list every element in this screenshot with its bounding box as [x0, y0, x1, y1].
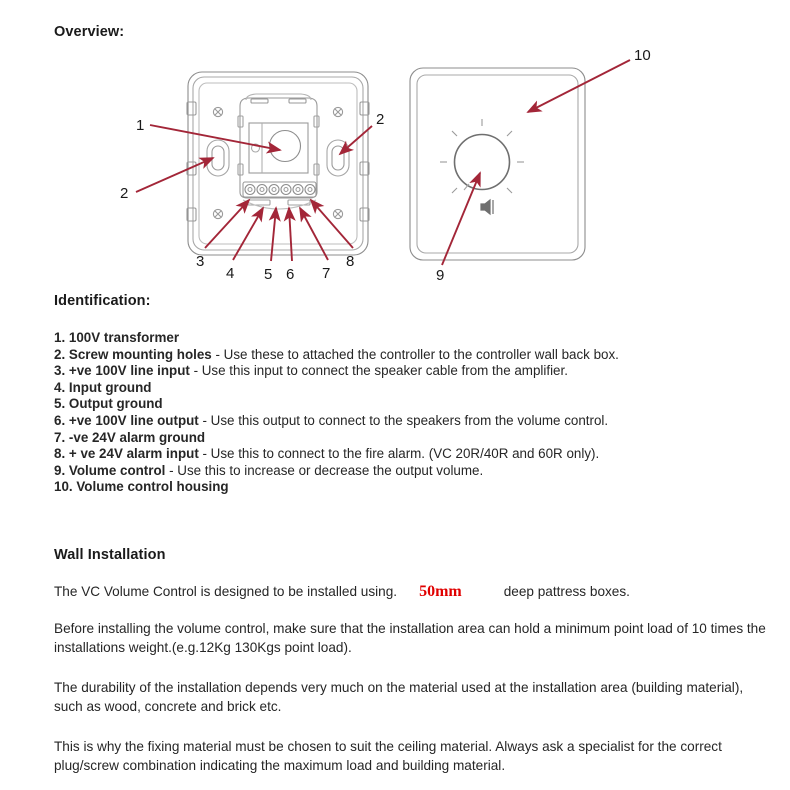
- leader-4: [233, 208, 263, 260]
- overview-diagram: [100, 40, 700, 280]
- identification-number: 8.: [54, 446, 66, 462]
- identification-term: +ve 100V line input: [68, 363, 190, 379]
- identification-desc: - Use this to connect to the fire alarm. (VC 20R/40R and 60R only).: [198, 446, 600, 462]
- diagram-svg: [100, 40, 700, 280]
- para-1-before: The VC Volume Control is designed to be installed using: [54, 584, 394, 599]
- screw-mounting-hole-right: [327, 140, 349, 176]
- housing-inner-edge: [417, 75, 578, 253]
- list-item: [54, 463, 774, 480]
- identification-desc: - Use this to increase or decrease the output volume.: [165, 462, 484, 478]
- leader-3: [205, 200, 249, 248]
- identification-term: Input ground: [68, 379, 152, 395]
- identification-term: Screw mounting holes: [68, 346, 212, 362]
- list-item: [54, 330, 774, 347]
- callout-label-2b: 2: [376, 111, 385, 128]
- wall-installation-paragraph-3: The durability of the installation depends very much on the material used at the installation area (building material), such as wood, concrete and brick etc.: [54, 680, 744, 714]
- identification-term: Volume control: [68, 462, 166, 478]
- leader-6: [289, 208, 292, 261]
- identification-term: Output ground: [68, 396, 163, 412]
- callout-label-8: 8: [346, 253, 355, 270]
- identification-desc: - Use this output to connect to the speakers from the volume control.: [198, 412, 609, 428]
- leader-2-right: [340, 126, 372, 154]
- callout-leaders: [136, 60, 630, 265]
- identification-term: -ve 24V alarm ground: [68, 429, 206, 445]
- identification-number: 2.: [54, 346, 66, 362]
- callout-label-6: 6: [286, 266, 295, 280]
- identification-number: 5.: [54, 396, 66, 412]
- wall-installation-paragraph-2: Before installing the volume control, make sure that the installation area can hold a minimum point load of 10 times the installations weight.(e.g.12Kg 130Kgs point load).: [54, 621, 766, 655]
- leader-5: [271, 208, 276, 261]
- identification-term: + ve 24V alarm input: [68, 446, 199, 462]
- list-item: [54, 347, 774, 364]
- identification-term: 100V transformer: [68, 330, 180, 345]
- terminal-block: [243, 182, 316, 209]
- identification-number: 6.: [54, 412, 66, 428]
- list-item: [54, 446, 774, 463]
- corner-fixing-screws: [213, 107, 342, 218]
- list-item: [54, 413, 774, 430]
- callout-label-2a: 2: [120, 185, 129, 202]
- overview-heading: Overview:: [54, 24, 125, 40]
- identification-number: 10.: [54, 479, 73, 495]
- transformer: [249, 123, 308, 173]
- list-item: [54, 430, 774, 447]
- para-1-separator: .: [393, 584, 398, 599]
- wall-installation-paragraph-4: This is why the fixing material must be chosen to suit the ceiling material. Always ask a specialist for the correct plug/screw combination indicating the maximum load and building material.: [54, 739, 722, 773]
- leader-9: [442, 173, 480, 265]
- identification-term: Volume control housing: [76, 479, 229, 495]
- identification-heading: Identification:: [54, 293, 151, 309]
- identification-desc: - Use this input to connect the speaker cable from the amplifier.: [189, 363, 568, 379]
- list-item: [54, 396, 774, 413]
- wall-installation-heading: Wall Installation: [54, 547, 166, 563]
- leader-2-left: [136, 158, 213, 192]
- identification-term: +ve 100V line output: [68, 412, 199, 428]
- identification-number: 7.: [54, 429, 66, 445]
- list-item: [54, 380, 774, 397]
- speaker-icon: [481, 200, 493, 214]
- pattress-depth-highlight: 50mm: [419, 583, 462, 600]
- callout-label-10: 10: [634, 47, 651, 64]
- identification-number: 1.: [54, 330, 66, 345]
- identification-number: 9.: [54, 462, 66, 478]
- para-1-after: deep pattress boxes.: [503, 584, 630, 599]
- identification-number: 4.: [54, 379, 66, 395]
- terminal-screws: [245, 185, 315, 195]
- callout-label-1: 1: [136, 117, 145, 134]
- callout-label-7: 7: [322, 265, 331, 280]
- callout-label-5: 5: [264, 266, 273, 280]
- knob-scale-ticks: [440, 119, 524, 193]
- identification-list: [54, 330, 774, 496]
- faceplate-inner-edge: [193, 77, 363, 250]
- faceplate-recess-edge: [199, 83, 357, 244]
- faceplate-outer-edge: [188, 72, 368, 255]
- wall-installation-paragraph-1: [54, 583, 770, 602]
- callout-label-4: 4: [226, 265, 235, 280]
- list-item: [54, 479, 774, 496]
- volume-knob: [440, 119, 524, 193]
- callout-label-9: 9: [436, 267, 445, 280]
- list-item: [54, 363, 774, 380]
- identification-desc: - Use these to attached the controller to the controller wall back box.: [211, 346, 619, 362]
- screw-mounting-hole-left: [207, 140, 229, 176]
- faceplate-clips: [187, 102, 369, 221]
- left-device-view: [187, 72, 369, 255]
- identification-number: 3.: [54, 363, 66, 379]
- callout-label-3: 3: [196, 253, 205, 270]
